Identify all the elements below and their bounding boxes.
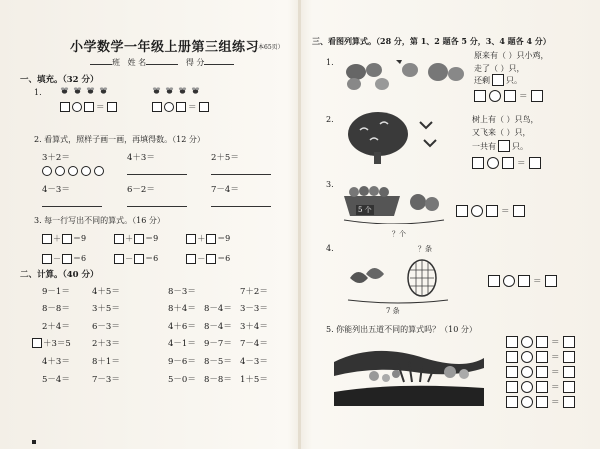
q2-draw-line-5[interactable] <box>127 206 187 207</box>
answer-box[interactable] <box>32 338 42 348</box>
name-blank[interactable] <box>146 57 178 65</box>
q5-equation: ＝ <box>506 396 575 408</box>
sample-circle <box>55 166 65 176</box>
p2-equation: ＝ <box>472 157 541 169</box>
calc-item: ＋3＝5 <box>43 339 71 349</box>
q3-result: ＝6 <box>145 254 159 263</box>
q3-result: ＝9 <box>217 234 231 243</box>
q2-circle-sample <box>42 166 104 176</box>
answer-box[interactable] <box>536 396 548 408</box>
answer-box[interactable] <box>563 336 575 348</box>
section-1-heading: 一、填充。（32 分） <box>20 75 99 85</box>
calc-item: 5－4＝ <box>42 375 70 385</box>
answer-box[interactable] <box>62 254 72 264</box>
q2-heading: 2. 看算式，照样子画一画，再填得数。（12 分） <box>34 135 205 144</box>
calc-item: 2＋4＝ <box>42 322 70 332</box>
p4-total-label: 7 条 <box>386 307 400 315</box>
section-2-heading: 二、计算。（40 分） <box>20 270 99 280</box>
operator-circle[interactable] <box>521 381 533 393</box>
p1-line-2: 走了（ ）只， <box>474 64 525 73</box>
answer-box[interactable] <box>506 381 518 393</box>
p1-number: 1. <box>326 58 334 67</box>
calc-item: 6－3＝ <box>92 322 120 332</box>
p3-number: 3. <box>326 180 334 189</box>
q1-number: 1. <box>34 88 42 97</box>
class-label: 班 <box>112 58 120 67</box>
sample-circle <box>81 166 91 176</box>
bee-icon <box>178 86 187 95</box>
p4-question-label: ？条 <box>418 245 432 253</box>
q2-expr-1: 3＋2＝ <box>42 153 70 163</box>
answer-box[interactable] <box>506 396 518 408</box>
calc-item: 8－4＝ <box>204 322 232 332</box>
print-mark <box>32 440 36 444</box>
answer-box[interactable] <box>536 381 548 393</box>
q3-op: － <box>197 254 206 263</box>
answer-box[interactable] <box>563 351 575 363</box>
baskets-illustration <box>340 182 450 224</box>
answer-box[interactable] <box>152 102 162 112</box>
q5-equation: ＝ <box>506 351 575 363</box>
p2-line-1: 树上有（ ）只鸟， <box>472 115 539 124</box>
q3-row-sub <box>42 253 230 264</box>
calc-item: 3＋4＝ <box>240 322 268 332</box>
bee-icon <box>86 86 95 95</box>
calc-item: 5－0＝ <box>168 375 196 385</box>
q5-heading: 5. 你能列出五道不同的算式吗？（10 分） <box>326 325 477 334</box>
page-note: （本65页） <box>252 44 284 51</box>
calc-item: 8－8＝ <box>42 304 70 314</box>
q2-expr-3: 2＋5＝ <box>211 153 239 163</box>
bee-icon <box>165 86 174 95</box>
calc-item: 9－6＝ <box>168 357 196 367</box>
bee-icon <box>152 86 161 95</box>
answer-box[interactable] <box>186 234 196 244</box>
p2-line-3-unit: 只。 <box>512 141 528 151</box>
p2-line-3 <box>472 140 528 152</box>
q1-equation-right: ＝ <box>152 101 209 113</box>
q2-expr-6: 7－4＝ <box>211 185 239 195</box>
calc-item: 8－3＝ <box>168 287 196 297</box>
q5-equation: ＝ <box>506 381 575 393</box>
calc-item: 4＋3＝ <box>42 357 70 367</box>
p1-line-1: 原来有（ ）只小鸡， <box>474 51 549 60</box>
q2-draw-line-4[interactable] <box>42 206 102 207</box>
operator-circle[interactable] <box>487 157 499 169</box>
answer-box[interactable] <box>502 157 514 169</box>
answer-box[interactable] <box>536 366 548 378</box>
answer-box[interactable] <box>84 102 94 112</box>
operator-circle[interactable] <box>489 90 501 102</box>
fish-jar-illustration <box>340 248 450 304</box>
q3-result: ＝9 <box>145 234 159 243</box>
chicks-illustration <box>338 50 468 98</box>
answer-box[interactable] <box>486 205 498 217</box>
calc-item: 8＋1＝ <box>92 357 120 367</box>
answer-box[interactable] <box>456 205 468 217</box>
q5-equation: ＝ <box>506 366 575 378</box>
section-3-heading: 三、看图列算式。（28 分，第 1、2 题各 5 分，3、4 题各 4 分） <box>312 36 551 46</box>
p4-equation: ＝ <box>488 275 557 287</box>
answer-box[interactable] <box>536 351 548 363</box>
answer-box[interactable] <box>504 90 516 102</box>
score-label: 得 分 <box>185 58 205 67</box>
q3-op: － <box>125 254 134 263</box>
answer-box[interactable] <box>513 205 525 217</box>
calc-item: 9－7＝ <box>204 339 232 349</box>
class-blank[interactable] <box>90 57 112 65</box>
calc-item: 1＋5＝ <box>240 375 268 385</box>
q1-bees-left <box>60 86 108 95</box>
answer-box[interactable] <box>206 254 216 264</box>
q2-draw-line-3[interactable] <box>211 174 271 175</box>
calc-item: 8＋4＝ <box>168 304 196 314</box>
answer-box[interactable] <box>563 366 575 378</box>
answer-box[interactable] <box>536 336 548 348</box>
q1-bees-right <box>152 86 200 95</box>
sample-circle <box>94 166 104 176</box>
q3-op: ＋ <box>53 234 61 243</box>
calc-item: 2＋3＝ <box>92 339 120 349</box>
answer-box[interactable] <box>176 102 186 112</box>
p2-number: 2. <box>326 115 334 124</box>
q3-heading: 3. 每一行写出不同的算式。（16 分） <box>34 216 165 225</box>
sample-circle <box>68 166 78 176</box>
answer-box[interactable] <box>563 396 575 408</box>
calc-item: 8－5＝ <box>204 357 232 367</box>
answer-box[interactable] <box>506 366 518 378</box>
answer-box[interactable] <box>107 102 117 112</box>
worksheet-title: 小学数学一年级上册第三组练习 <box>70 40 260 55</box>
q3-result: ＝6 <box>217 254 231 263</box>
answer-box[interactable] <box>134 234 144 244</box>
calc-item: 7－4＝ <box>240 339 268 349</box>
answer-box[interactable] <box>518 275 530 287</box>
q3-op: ＋ <box>197 234 206 243</box>
answer-box[interactable] <box>186 254 196 264</box>
calc-item: 4－3＝ <box>240 357 268 367</box>
q3-op: － <box>53 254 61 263</box>
answer-box[interactable] <box>62 234 72 244</box>
q2-expr-4: 4－3＝ <box>42 185 70 195</box>
calc-item: 7－3＝ <box>92 375 120 385</box>
operator-circle[interactable] <box>521 351 533 363</box>
p1-line-3 <box>474 74 522 86</box>
q2-draw-line-2[interactable] <box>127 174 187 175</box>
operator-circle[interactable] <box>521 366 533 378</box>
calc-item: 4－1＝ <box>168 339 196 349</box>
tree-birds-illustration <box>340 108 450 166</box>
answer-box[interactable] <box>474 90 486 102</box>
calc-item: 4＋5＝ <box>92 287 120 297</box>
answer-box[interactable] <box>545 275 557 287</box>
p3-question-label: ？个 <box>392 230 406 238</box>
q5-equation-grid <box>506 336 575 408</box>
operator-circle[interactable] <box>471 205 483 217</box>
operator-circle[interactable] <box>503 275 515 287</box>
q2-expr-5: 6－2＝ <box>127 185 155 195</box>
calc-item-boxed <box>32 337 71 349</box>
calc-item: 8－4＝ <box>204 304 232 314</box>
answer-box[interactable] <box>563 381 575 393</box>
q2-expr-2: 4＋3＝ <box>127 153 155 163</box>
bee-icon <box>73 86 82 95</box>
answer-box[interactable] <box>114 234 124 244</box>
answer-box[interactable] <box>114 254 124 264</box>
q1-equation-left: ＝ <box>60 101 117 113</box>
bee-icon <box>99 86 108 95</box>
calc-item: 3－3＝ <box>240 304 268 314</box>
p1-equation: ＝ <box>474 90 543 102</box>
answer-box[interactable] <box>199 102 209 112</box>
sample-circle <box>42 166 52 176</box>
operator-circle[interactable] <box>521 336 533 348</box>
p4-number: 4. <box>326 244 334 253</box>
q3-result: ＝6 <box>73 254 87 263</box>
name-label: 姓 名 <box>127 58 147 67</box>
p3-equation: ＝ <box>456 205 525 217</box>
answer-box[interactable] <box>492 74 504 86</box>
q5-equation: ＝ <box>506 336 575 348</box>
calc-item: 4＋6＝ <box>168 322 196 332</box>
answer-box[interactable] <box>206 234 216 244</box>
q2-draw-line-6[interactable] <box>211 206 271 207</box>
calc-item: 7＋2＝ <box>240 287 268 297</box>
bee-icon <box>60 86 69 95</box>
operator-circle[interactable] <box>164 102 174 112</box>
answer-box[interactable] <box>42 254 52 264</box>
bee-icon <box>191 86 200 95</box>
calc-item: 8－8＝ <box>204 375 232 385</box>
answer-box[interactable] <box>488 275 500 287</box>
answer-box[interactable] <box>60 102 70 112</box>
p1-line-3-unit: 只。 <box>506 75 522 85</box>
calc-item: 9－1＝ <box>42 287 70 297</box>
q3-op: ＋ <box>125 234 134 243</box>
p3-basket-label: 5 个 <box>358 206 372 214</box>
operator-circle[interactable] <box>72 102 82 112</box>
score-blank[interactable] <box>204 57 234 65</box>
header-fields <box>90 57 234 68</box>
calc-item: 3＋5＝ <box>92 304 120 314</box>
p2-line-2: 又飞来（ ）只， <box>472 128 531 137</box>
answer-box[interactable] <box>472 157 484 169</box>
p1-line-3-label: 还剩 <box>474 75 490 85</box>
answer-box[interactable] <box>42 234 52 244</box>
p2-line-3-label: 一共有 <box>472 141 496 151</box>
pond-ducks-illustration <box>334 342 484 410</box>
answer-box[interactable] <box>529 157 541 169</box>
q3-result: ＝9 <box>73 234 87 243</box>
answer-box[interactable] <box>506 351 518 363</box>
operator-circle[interactable] <box>521 396 533 408</box>
page-fold <box>298 0 301 449</box>
answer-box[interactable] <box>531 90 543 102</box>
answer-box[interactable] <box>506 336 518 348</box>
answer-box[interactable] <box>498 140 510 152</box>
q3-row-add <box>42 233 230 244</box>
answer-box[interactable] <box>134 254 144 264</box>
